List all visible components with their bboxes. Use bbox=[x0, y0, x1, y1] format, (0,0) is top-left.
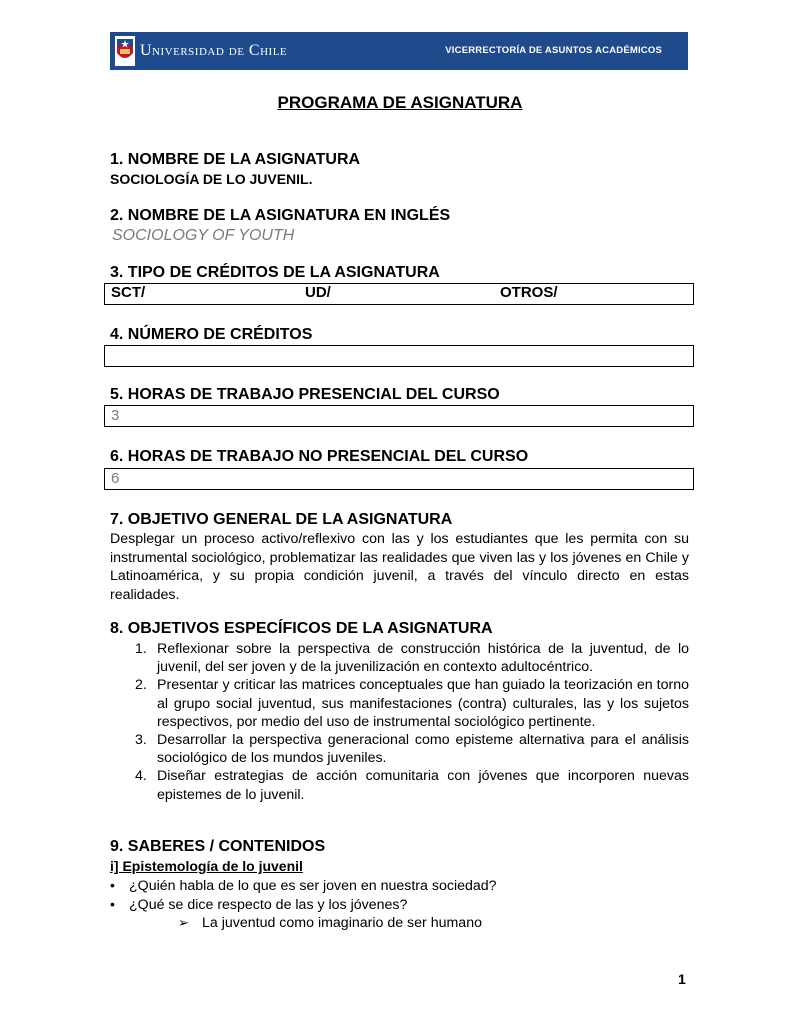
section-8-heading: 8. OBJETIVOS ESPECÍFICOS DE LA ASIGNATURA bbox=[110, 620, 493, 637]
section-2-heading: 2. NOMBRE DE LA ASIGNATURA EN INGLÉS bbox=[110, 207, 451, 224]
non-presencial-hours-value: 6 bbox=[111, 470, 120, 487]
list-item: 4. Diseñar estrategias de acción comunitaria con jóvenes que incorporen nuevas epistemes de lo juvenil. bbox=[135, 768, 689, 803]
section-4-heading: 4. NÚMERO DE CRÉDITOS bbox=[110, 326, 313, 343]
credit-otros-label: OTROS/ bbox=[500, 284, 558, 301]
section-1-heading: 1. NOMBRE DE LA ASIGNATURA bbox=[110, 151, 361, 168]
credit-ud-label: UD/ bbox=[305, 284, 331, 301]
presencial-hours-box bbox=[104, 405, 694, 427]
section-9-heading: 9. SABERES / CONTENIDOS bbox=[110, 838, 326, 855]
credit-types-box bbox=[104, 283, 694, 305]
list-item: 2. Presentar y criticar las matrices conceptuales que han guiado la teorización en torno al grupo social juventud, sus manifestaciones (contra) culturales, las y los sujetos respectivos, por medio del uso de instrumental sociológico pertinente. bbox=[135, 677, 689, 730]
page-number: 1 bbox=[678, 971, 686, 987]
credit-sct-label: SCT/ bbox=[111, 284, 146, 301]
list-item: 1. Reflexionar sobre la perspectiva de construcción histórica de la juventud, de lo juvenil, del ser joven y de la juvenilización en contexto adultocéntrico. bbox=[135, 641, 689, 676]
presencial-hours-value: 3 bbox=[111, 407, 120, 424]
unit-title: i] Epistemología de lo juvenil bbox=[110, 858, 303, 874]
section-3-heading: 3. TIPO DE CRÉDITOS DE LA ASIGNATURA bbox=[110, 264, 440, 281]
university-name: Universidad de Chile bbox=[140, 42, 288, 59]
non-presencial-hours-box bbox=[104, 468, 694, 490]
university-crest-icon bbox=[114, 35, 136, 67]
specific-objectives-list bbox=[110, 640, 689, 804]
section-5-heading: 5. HORAS DE TRABAJO PRESENCIAL DEL CURSO bbox=[110, 386, 500, 403]
section-7-heading: 7. OBJETIVO GENERAL DE LA ASIGNATURA bbox=[110, 511, 453, 528]
arrow-bullet-icon: ➢ bbox=[178, 915, 189, 930]
course-name: SOCIOLOGÍA DE LO JUVENIL. bbox=[110, 171, 313, 187]
bullet-icon: • bbox=[110, 877, 115, 893]
list-item: 3. Desarrollar la perspectiva generacional como episteme alternativa para el análisis sociológico de los mundos juveniles. bbox=[135, 732, 689, 767]
header-banner bbox=[110, 32, 688, 70]
general-objective-text: Desplegar un proceso activo/reflexivo con las y los estudiantes que les permita con su instrumental sociológico, problematizar las realidades que viven las y los jóvenes en Chile y Latinoamérica, y su propia condición juvenil, a través del vínculo directo en estas realidades. bbox=[110, 531, 689, 603]
credits-number-box bbox=[104, 345, 694, 367]
course-name-english: SOCIOLOGY OF YOUTH bbox=[112, 227, 295, 244]
section-6-heading: 6. HORAS DE TRABAJO NO PRESENCIAL DEL CURSO bbox=[110, 448, 529, 465]
vicerrectoria-label: VICERRECTORÍA DE ASUNTOS ACADÉMICOS bbox=[445, 45, 662, 56]
bullet-icon: • bbox=[110, 896, 115, 912]
document-title: PROGRAMA DE ASIGNATURA bbox=[277, 93, 523, 112]
